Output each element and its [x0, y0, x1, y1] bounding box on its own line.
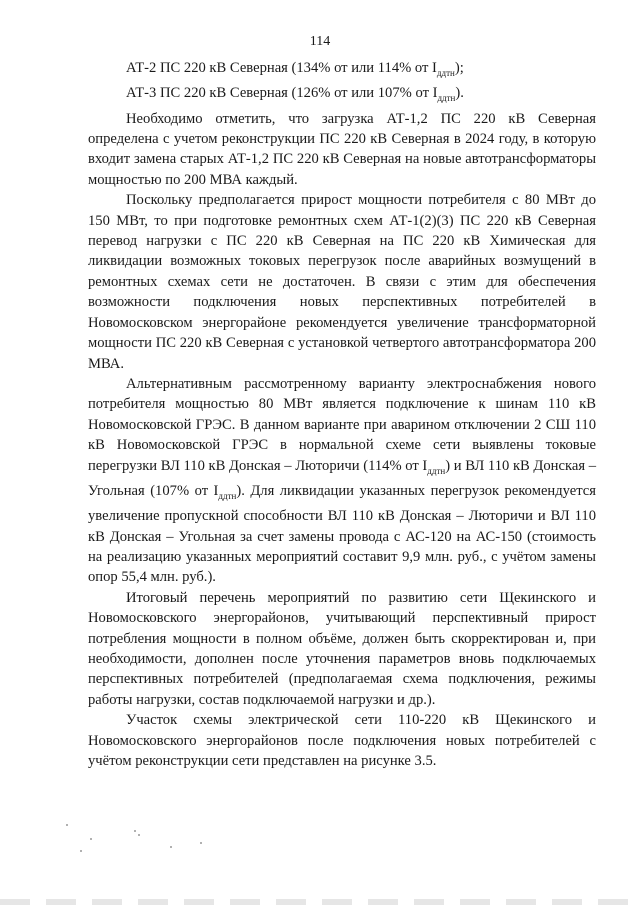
paragraph-4: Итоговый перечень мероприятий по развитию сети Щекинского и Новомосковского энергорайонов, учитывающий перспективный прирост потребления мощности в полном объёме, должен быть скорректирован и, при необходимости, дополнен после уточнения параметров вновь подключаемых перспективных потребителей (предполагаемая схема подключения, режимы работы нагрузки, состав подключаемой нагрузки и др.). [88, 589, 596, 708]
document-body [88, 58, 596, 771]
line-at2: АТ-2 ПС 220 кВ Северная (134% от или 114% от $I_{ддтн}$); [126, 60, 464, 78]
paragraph-5: Участок схемы электрической сети 110-220 кВ Щекинского и Новомосковского энергорайонов после подключения новых потребителей с учётом реконструкции сети представлен на рисунке 3.5. [88, 712, 596, 770]
scan-bottom-edge [0, 899, 640, 905]
paragraph-3: Альтернативным рассмотренному варианту электроснабжения нового потребителя мощностью 80 МВт является подключение к шинам 110 кВ Новомосковской ГРЭС. В данном варианте при аварином отключении 2 СШ 110 кВ Новомосковской ГРЭС в нормальной схеме сети выявлены токовые перегрузки ВЛ 110 кВ Донская – Люторичи (114% от $I_{ддтн}$) и ВЛ 110 кВ Донская – Угольная (107% от $I_{ддтн}$). Для ликвидации указанных перегрузок рекомендуется увеличение пропускной способности ВЛ 110 кВ Донская – Люторичи и ВЛ 110 кВ Донская – Угольная за счет замены провода с АС-120 на АС-150 (стоимость на реализацию указанных мероприятий составит 9,9 млн. руб., с учётом замены опор 55,4 млн. руб.). [88, 375, 596, 586]
paragraph-1: Необходимо отметить, что загрузка АТ-1,2 ПС 220 кВ Северная определена с учетом реконструкции ПС 220 кВ Северная в 2024 году, в которую входит замена старых АТ-1,2 ПС 220 кВ Северная на новые автотрансформаторы мощностью по 200 МВА каждый. [88, 110, 596, 188]
page-number: 114 [309, 34, 331, 49]
paragraph-2: Поскольку предполагается прирост мощности потребителя с 80 МВт до 150 МВт, то при подготовке ремонтных схем АТ-1(2)(3) ПС 220 кВ Северная перевод нагрузки с ПС 220 кВ Северная на ПС 220 кВ Химическая для ликвидации возможных токовых перегрузок после аварийных возмущений в ремонтных схемах сети не достаточен. В связи с этим для обеспечения возможности подключения новых перспективных потребителей в Новомосковском энергорайоне рекомендуется увеличение трансформаторной мощности ПС 220 кВ Северная с установкой четвертого автотрансформатора 200 МВА. [88, 192, 596, 372]
line-at3: АТ-3 ПС 220 кВ Северная (126% от или 107% от $I_{ддтн}$). [126, 85, 464, 104]
scan-noise [60, 820, 220, 860]
